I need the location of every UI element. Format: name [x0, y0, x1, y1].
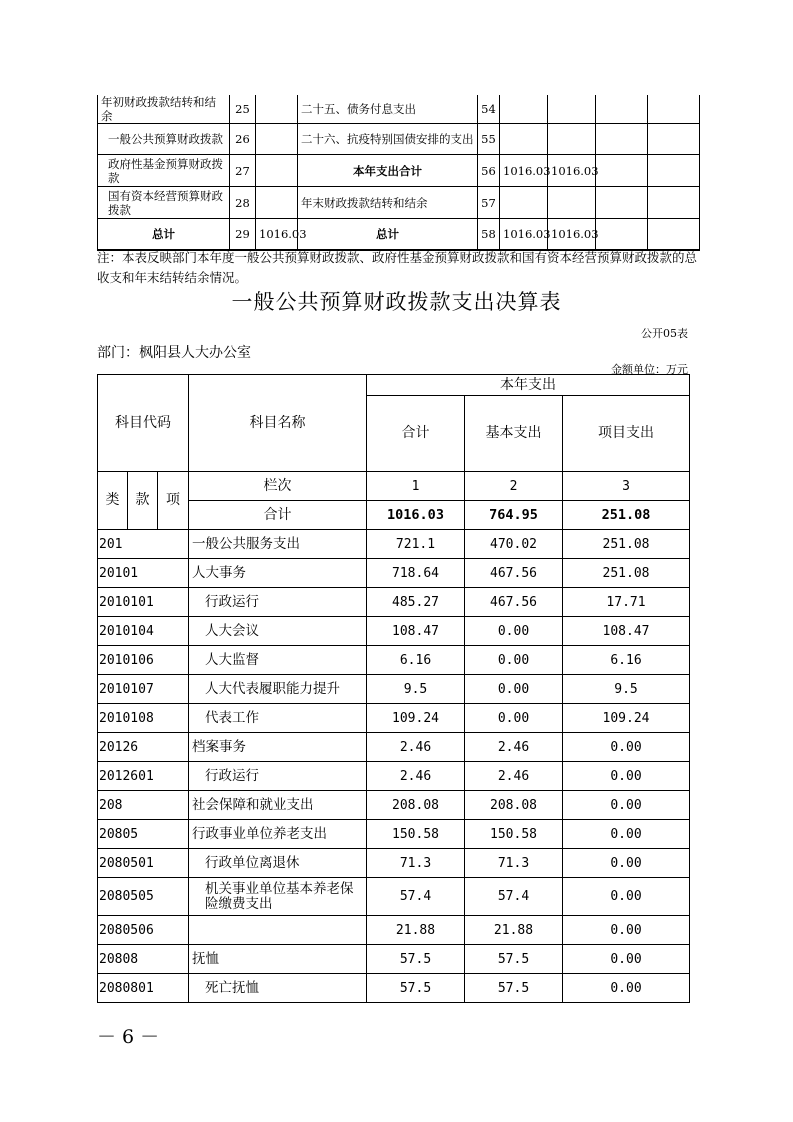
subject-code: 2010104	[98, 617, 189, 646]
header-row	[98, 375, 690, 396]
amount-total: 21.88	[367, 916, 465, 945]
table-row	[98, 974, 690, 1003]
table-row	[98, 704, 690, 733]
subject-name: 一般公共服务支出	[189, 530, 367, 559]
header-group: 本年支出	[367, 375, 690, 396]
subject-name: 机关事业单位基本养老保险缴费支出	[189, 878, 367, 916]
table-row	[98, 124, 700, 155]
amount-project: 251.08	[563, 559, 690, 588]
amount-basic: 2.46	[465, 733, 563, 762]
row-value	[256, 124, 298, 155]
amount-total: 718.64	[367, 559, 465, 588]
amount-project: 0.00	[563, 945, 690, 974]
amount-project: 17.71	[563, 588, 690, 617]
row-value: 1016.03	[548, 219, 596, 251]
column-number: 2	[465, 472, 563, 501]
amount-total: 721.1	[367, 530, 465, 559]
row-value	[596, 95, 648, 124]
amount-basic: 0.00	[465, 617, 563, 646]
subject-code: 20126	[98, 733, 189, 762]
row-label: 政府性基金预算财政拨款	[98, 155, 230, 187]
row-number: 55	[478, 124, 500, 155]
row-value: 1016.03	[500, 219, 548, 251]
row-number: 25	[230, 95, 256, 124]
table-row	[98, 559, 690, 588]
amount-basic: 467.56	[465, 588, 563, 617]
amount-project: 0.00	[563, 878, 690, 916]
row-label: 二十五、债务付息支出	[298, 95, 478, 124]
row-value	[548, 187, 596, 219]
subject-name: 代表工作	[189, 704, 367, 733]
column-number: 3	[563, 472, 690, 501]
subject-code: 20101	[98, 559, 189, 588]
subject-name: 行政事业单位养老支出	[189, 820, 367, 849]
amount-unit: 金额单位：万元	[611, 363, 688, 376]
row-value: 1016.03	[500, 155, 548, 187]
table-row	[98, 646, 690, 675]
header-lanci: 栏次	[189, 472, 367, 501]
total-value: 1016.03	[367, 501, 465, 530]
subject-name: 死亡抚恤	[189, 974, 367, 1003]
subject-code: 2080501	[98, 849, 189, 878]
subject-name: 人大监督	[189, 646, 367, 675]
table-row	[98, 849, 690, 878]
amount-project: 108.47	[563, 617, 690, 646]
subject-name: 社会保障和就业支出	[189, 791, 367, 820]
summary-table-continued	[97, 95, 700, 251]
amount-total: 2.46	[367, 733, 465, 762]
subject-name: 档案事务	[189, 733, 367, 762]
subject-code: 20808	[98, 945, 189, 974]
table-row	[98, 588, 690, 617]
row-value	[596, 155, 648, 187]
amount-total: 71.3	[367, 849, 465, 878]
department-label: 部门：枫阳县人大办公室	[97, 345, 251, 361]
amount-basic: 2.46	[465, 762, 563, 791]
amount-basic: 71.3	[465, 849, 563, 878]
total-basic: 764.95	[465, 501, 563, 530]
amount-basic: 21.88	[465, 916, 563, 945]
subject-name: 人大代表履职能力提升	[189, 675, 367, 704]
total-project: 251.08	[563, 501, 690, 530]
subject-code: 20805	[98, 820, 189, 849]
table-row	[98, 187, 700, 219]
row-value	[500, 124, 548, 155]
amount-basic: 0.00	[465, 704, 563, 733]
amount-basic: 0.00	[465, 646, 563, 675]
subject-code: 2012601	[98, 762, 189, 791]
row-value	[596, 124, 648, 155]
row-label: 年初财政拨款结转和结余	[98, 95, 230, 124]
row-value	[548, 95, 596, 124]
subject-code: 2010106	[98, 646, 189, 675]
header-row	[98, 472, 690, 501]
row-label: 总计	[98, 219, 230, 251]
row-value: 1016.03	[548, 155, 596, 187]
table-row	[98, 617, 690, 646]
page-number: － 6 －	[97, 1026, 160, 1048]
table-row	[98, 945, 690, 974]
amount-total: 6.16	[367, 646, 465, 675]
amount-total: 57.4	[367, 878, 465, 916]
table-row	[98, 95, 700, 124]
table-row	[98, 155, 700, 187]
table-row	[98, 762, 690, 791]
row-value	[596, 187, 648, 219]
amount-total: 208.08	[367, 791, 465, 820]
header-kuan: 款	[128, 472, 158, 530]
amount-project: 0.00	[563, 820, 690, 849]
table-note: 注：本表反映部门本年度一般公共预算财政拨款、政府性基金预算财政拨款和国有资本经营预算财政拨款的总收支和年末结转结余情况。	[97, 250, 698, 285]
row-number: 29	[230, 219, 256, 251]
row-value	[548, 124, 596, 155]
subject-code: 2080506	[98, 916, 189, 945]
row-value	[256, 95, 298, 124]
header-basic: 基本支出	[465, 396, 563, 472]
amount-project: 9.5	[563, 675, 690, 704]
amount-total: 57.5	[367, 974, 465, 1003]
subject-name: 行政运行	[189, 588, 367, 617]
row-value	[500, 187, 548, 219]
table-row	[98, 820, 690, 849]
amount-basic: 470.02	[465, 530, 563, 559]
row-value	[648, 95, 700, 124]
amount-total: 9.5	[367, 675, 465, 704]
amount-total: 150.58	[367, 820, 465, 849]
row-number: 26	[230, 124, 256, 155]
amount-total: 108.47	[367, 617, 465, 646]
total-label: 合计	[189, 501, 367, 530]
subject-code: 201	[98, 530, 189, 559]
amount-basic: 57.5	[465, 945, 563, 974]
subject-name: 人大事务	[189, 559, 367, 588]
table-row	[98, 791, 690, 820]
row-number: 28	[230, 187, 256, 219]
subject-code: 2010107	[98, 675, 189, 704]
table-row	[98, 675, 690, 704]
row-value: 1016.03	[256, 219, 298, 251]
row-number: 27	[230, 155, 256, 187]
table-row	[98, 530, 690, 559]
row-label: 总计	[298, 219, 478, 251]
header-code: 科目代码	[98, 375, 189, 472]
header-xiang: 项	[158, 472, 189, 530]
amount-project: 0.00	[563, 974, 690, 1003]
amount-project: 251.08	[563, 530, 690, 559]
row-value	[256, 155, 298, 187]
header-lei: 类	[98, 472, 128, 530]
amount-project: 0.00	[563, 916, 690, 945]
amount-basic: 57.5	[465, 974, 563, 1003]
row-number: 57	[478, 187, 500, 219]
amount-project: 0.00	[563, 791, 690, 820]
table-row	[98, 878, 690, 916]
row-value	[500, 95, 548, 124]
subject-code: 2010101	[98, 588, 189, 617]
row-label: 国有资本经营预算财政拨款	[98, 187, 230, 219]
amount-basic: 0.00	[465, 675, 563, 704]
subject-name	[189, 916, 367, 945]
subject-code: 2080505	[98, 878, 189, 916]
subject-name: 行政单位离退休	[189, 849, 367, 878]
row-value	[256, 187, 298, 219]
table-row	[98, 219, 700, 251]
amount-total: 485.27	[367, 588, 465, 617]
header-name: 科目名称	[189, 375, 367, 472]
subject-name: 行政运行	[189, 762, 367, 791]
expenditure-table	[97, 374, 690, 1003]
amount-project: 109.24	[563, 704, 690, 733]
row-label: 一般公共预算财政拨款	[98, 124, 230, 155]
amount-total: 57.5	[367, 945, 465, 974]
table-row	[98, 916, 690, 945]
row-value	[648, 155, 700, 187]
subject-code: 2080801	[98, 974, 189, 1003]
subject-name: 人大会议	[189, 617, 367, 646]
amount-basic: 57.4	[465, 878, 563, 916]
form-number: 公开05表	[641, 327, 688, 340]
subject-code: 2010108	[98, 704, 189, 733]
amount-project: 6.16	[563, 646, 690, 675]
row-value	[648, 219, 700, 251]
row-label: 本年支出合计	[298, 155, 478, 187]
row-label: 二十六、抗疫特别国债安排的支出	[298, 124, 478, 155]
row-label: 年末财政拨款结转和结余	[298, 187, 478, 219]
row-value	[648, 187, 700, 219]
page-title: 一般公共预算财政拨款支出决算表	[231, 290, 562, 314]
row-number: 58	[478, 219, 500, 251]
header-total: 合计	[367, 396, 465, 472]
row-value	[596, 219, 648, 251]
subject-code: 208	[98, 791, 189, 820]
amount-basic: 208.08	[465, 791, 563, 820]
row-number: 56	[478, 155, 500, 187]
amount-basic: 467.56	[465, 559, 563, 588]
amount-total: 109.24	[367, 704, 465, 733]
column-number: 1	[367, 472, 465, 501]
subject-name: 抚恤	[189, 945, 367, 974]
header-project: 项目支出	[563, 396, 690, 472]
amount-project: 0.00	[563, 762, 690, 791]
row-number: 54	[478, 95, 500, 124]
table-row	[98, 733, 690, 762]
amount-basic: 150.58	[465, 820, 563, 849]
row-value	[648, 124, 700, 155]
amount-project: 0.00	[563, 849, 690, 878]
amount-project: 0.00	[563, 733, 690, 762]
amount-total: 2.46	[367, 762, 465, 791]
